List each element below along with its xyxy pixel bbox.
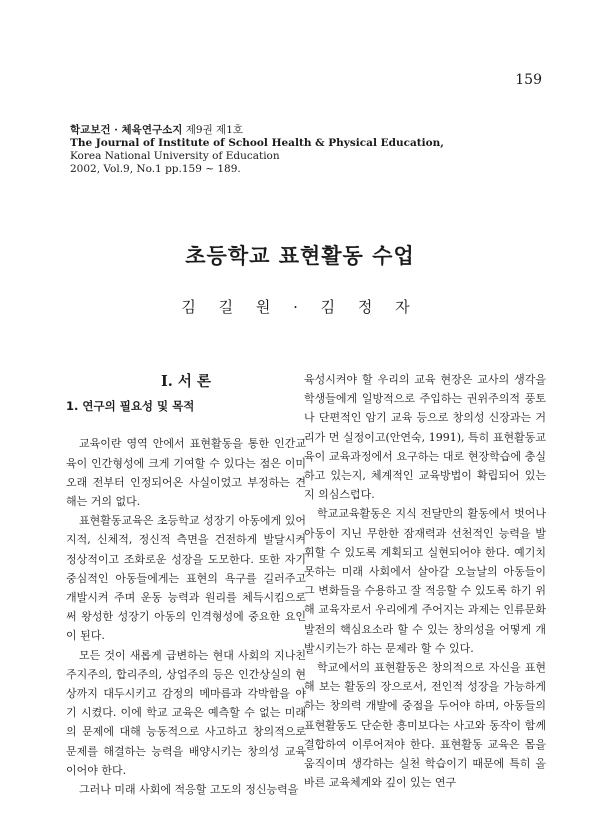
page-number: 159: [515, 72, 542, 88]
paragraph: 학교에서의 표현활동은 창의적으로 자신을 표현해 보는 활동의 장으로서, 전인적 성장을 가능하게 하는 창의력 개발에 중점을 두어야 하며, 아동들의 표현활동도 단순한 흥미보다는 사고와 동작이 함께 결합하여 이루어져야 한다. 표현활동 교육은 몸을 움직이며 생각하는 실천 학습이기 때문에 특히 올바른 교육체계와 깊이 있는 연구: [304, 661, 546, 790]
right-column: [304, 370, 546, 792]
journal-volume-line: [70, 124, 444, 137]
paragraph: 학교교육활동은 지식 전달만의 활동에서 벗어나 아동이 지닌 무한한 잠재력과 선천적인 능력을 발휘할 수 있도록 계획되고 실현되어야 한다. 예기치 못하는 미래 사회에서 살아갈 오늘날의 아동들이 그 변화들을 수용하고 잘 적응할 수 있도록 하기 위해 교육자로서 우리에게 주어지는 과제는 인류문화 발전의 핵심요소라 할 수 있는 창의성을 어떻게 개발시키는가 하는 문제라 할 수 있다.: [304, 507, 546, 655]
paragraph: 그러나 미래 사회에 적응할 고도의 정신능력을: [79, 783, 299, 797]
journal-institution: Korea National University of Education: [70, 150, 280, 162]
paper-authors: 김 길 원 · 김 정 자: [181, 298, 419, 316]
paragraph: 모든 것이 새롭게 급변하는 현대 사회의 지나친 주지주의, 합리주의, 상업주의 등은 인간상실의 현상까지 대두시키고 감정의 메마름과 각박함을 야기 시켰다. 이에 학교 교육은 예측할 수 없는 미래의 문제에 대해 능동적으로 사고하고 창의적으로 문제를 해결하는 능력을 배양시키는 창의성 교육이어야 한다.: [66, 648, 306, 777]
subsection-heading-purpose: 1. 연구의 필요성 및 목적: [66, 399, 195, 414]
journal-volume: 제9권 제1호: [182, 124, 244, 136]
paragraph: 교육이란 영역 안에서 표현활동을 통한 인간교육이 인간형성에 크게 기여할 수 있다는 점은 이미 오래 전부터 인정되어온 사실이었고 부정하는 견해는 거의 없다.: [66, 437, 306, 509]
journal-english-name: The Journal of Institute of School Health & Physical Education,: [70, 137, 444, 149]
paragraph: 육성시켜야 할 우리의 교육 현장은 교사의 생각을 학생들에게 일방적으로 주입하는 권위주의적 풍토나 단편적인 암기 교육 등으로 창의성 신장과는 거리가 먼 실정이고(안연숙, 1991), 특히 표현활동교육이 교육과정에서 요구하는 대로 현장학습에 충실하고 있는지, 체계적인 교육방법이 확립되어 있는지 의심스럽다.: [304, 373, 546, 502]
left-column: [66, 370, 306, 799]
paragraph: 표현활동교육은 초등학교 성장기 아동에게 있어 지적, 신체적, 정신적 측면을 건전하게 발달시켜 정상적이고 조화로운 성장을 도모한다. 또한 자기 중심적인 아동들에게는 표현의 욕구를 길러주고 개발시켜 주며 운동 능력과 원리를 체득시킴으로써 왕성한 성장기 아동의 인격형성에 중요한 요인이 된다.: [66, 514, 306, 643]
journal-citation: [70, 124, 444, 176]
journal-issue-pages: 2002, Vol.9, No.1 pp.159 ~ 189.: [70, 163, 241, 175]
section-heading-introduction: I. 서 론: [161, 373, 211, 390]
paper-title: 초등학교 표현활동 수업: [185, 243, 415, 268]
journal-korean-name: 학교보건 · 체육연구소지: [70, 124, 183, 136]
